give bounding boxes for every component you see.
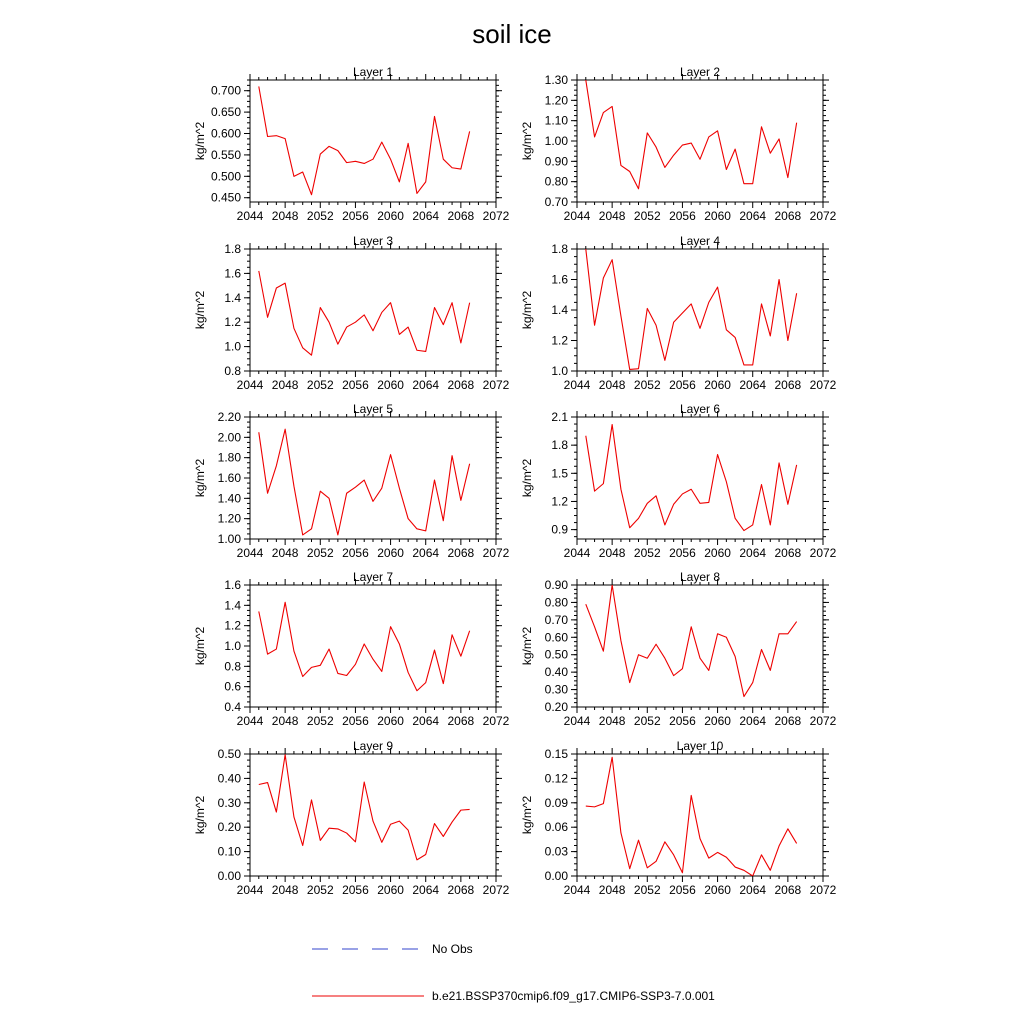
x-tick-label: 2052 xyxy=(306,209,334,223)
y-tick-label: 0.70 xyxy=(544,195,568,209)
legend xyxy=(312,942,715,1003)
x-tick-label: 2064 xyxy=(412,209,440,223)
plot-frame xyxy=(250,80,496,202)
x-tick-label: 2044 xyxy=(236,546,264,560)
y-tick-label: 1.40 xyxy=(217,491,241,506)
x-tick-label: 2052 xyxy=(306,714,334,728)
x-tick-label: 2064 xyxy=(739,209,767,223)
x-tick-label: 2048 xyxy=(271,378,299,392)
x-tick-label: 2060 xyxy=(377,209,404,223)
x-tick-label: 2068 xyxy=(774,378,802,392)
panel-layer-3 xyxy=(193,234,510,392)
y-tick-label: 0.10 xyxy=(217,844,241,859)
y-axis-label: kg/m^2 xyxy=(520,458,534,498)
panel-title: Layer 3 xyxy=(352,234,394,248)
x-tick-label: 2068 xyxy=(774,714,802,728)
y-tick-label: 0.12 xyxy=(544,771,568,786)
x-tick-label: 2056 xyxy=(669,378,696,392)
x-tick-label: 2052 xyxy=(306,883,334,897)
y-tick-label: 0.450 xyxy=(210,190,241,205)
x-tick-label: 2060 xyxy=(704,546,731,560)
y-tick-label: 0.50 xyxy=(217,747,241,761)
y-axis-label: kg/m^2 xyxy=(520,626,534,666)
plot-frame xyxy=(250,249,496,371)
figure-title: soil ice xyxy=(472,19,552,49)
x-tick-label: 2064 xyxy=(412,546,440,560)
x-tick-label: 2072 xyxy=(482,378,510,392)
x-tick-label: 2072 xyxy=(482,546,510,560)
plot-frame xyxy=(250,585,496,707)
x-tick-label: 2056 xyxy=(342,546,369,560)
x-tick-label: 2068 xyxy=(447,546,475,560)
x-tick-label: 2052 xyxy=(633,883,661,897)
y-tick-label: 0.550 xyxy=(210,147,241,162)
y-axis-label: kg/m^2 xyxy=(193,121,207,161)
x-tick-label: 2048 xyxy=(271,883,299,897)
panel-layer-5 xyxy=(193,402,510,560)
y-tick-label: 0.06 xyxy=(544,820,568,835)
panel-title: Layer 6 xyxy=(679,402,721,416)
y-tick-label: 0.8 xyxy=(224,364,241,378)
x-tick-label: 2044 xyxy=(236,209,264,223)
x-tick-label: 2056 xyxy=(342,883,369,897)
y-tick-label: 0.90 xyxy=(544,154,568,169)
y-tick-label: 0.650 xyxy=(210,105,241,120)
y-tick-label: 0.30 xyxy=(544,682,568,697)
x-tick-label: 2064 xyxy=(739,546,767,560)
panel-title: Layer 10 xyxy=(676,739,724,753)
x-tick-label: 2060 xyxy=(704,883,731,897)
series-line xyxy=(259,271,470,355)
panel-layer-8 xyxy=(520,570,837,728)
x-tick-label: 2052 xyxy=(633,209,661,223)
x-tick-label: 2056 xyxy=(342,209,369,223)
x-tick-label: 2064 xyxy=(739,883,767,897)
panel-title: Layer 7 xyxy=(352,570,394,584)
x-tick-label: 2068 xyxy=(447,714,475,728)
series-line xyxy=(586,80,797,189)
x-tick-label: 2048 xyxy=(598,883,626,897)
x-tick-label: 2056 xyxy=(669,546,696,560)
x-tick-label: 2056 xyxy=(669,714,696,728)
y-tick-label: 1.30 xyxy=(544,73,568,87)
y-tick-label: 1.6 xyxy=(224,266,241,281)
x-tick-label: 2052 xyxy=(633,378,661,392)
x-tick-label: 2060 xyxy=(377,714,404,728)
x-tick-label: 2064 xyxy=(412,714,440,728)
x-tick-label: 2072 xyxy=(809,546,837,560)
y-tick-label: 0.9 xyxy=(551,522,568,537)
plot-frame xyxy=(577,249,823,371)
series-line xyxy=(259,755,470,860)
y-tick-label: 1.8 xyxy=(551,438,568,453)
plot-frame xyxy=(577,585,823,707)
x-tick-label: 2044 xyxy=(563,378,591,392)
y-tick-label: 0.30 xyxy=(217,795,241,810)
y-tick-label: 1.00 xyxy=(217,532,241,546)
series-line xyxy=(586,757,797,876)
y-axis-label: kg/m^2 xyxy=(193,290,207,330)
panel-layer-4 xyxy=(520,234,837,392)
y-tick-label: 1.6 xyxy=(224,578,241,592)
x-tick-label: 2056 xyxy=(342,378,369,392)
y-axis-label: kg/m^2 xyxy=(193,626,207,666)
y-tick-label: 0.09 xyxy=(544,795,568,810)
x-tick-label: 2052 xyxy=(306,378,334,392)
x-tick-label: 2068 xyxy=(774,883,802,897)
x-tick-label: 2044 xyxy=(236,714,264,728)
y-tick-label: 1.2 xyxy=(224,618,241,633)
y-tick-label: 1.60 xyxy=(217,471,241,485)
y-tick-label: 1.4 xyxy=(551,303,568,317)
y-tick-label: 1.10 xyxy=(544,113,568,128)
panel-layer-6 xyxy=(520,402,837,560)
panel-title: Layer 9 xyxy=(352,739,394,753)
y-tick-label: 0.8 xyxy=(224,659,241,674)
y-tick-label: 0.80 xyxy=(544,174,568,189)
x-tick-label: 2064 xyxy=(739,378,767,392)
panels xyxy=(193,65,837,897)
y-tick-label: 0.40 xyxy=(217,771,241,786)
x-tick-label: 2068 xyxy=(774,209,802,223)
x-tick-label: 2052 xyxy=(306,546,334,560)
y-axis-label: kg/m^2 xyxy=(193,458,207,498)
x-tick-label: 2048 xyxy=(271,546,299,560)
x-tick-label: 2064 xyxy=(412,378,440,392)
x-tick-label: 2048 xyxy=(598,209,626,223)
y-tick-label: 0.90 xyxy=(544,578,568,592)
x-tick-label: 2060 xyxy=(377,883,404,897)
x-tick-label: 2048 xyxy=(271,209,299,223)
y-tick-label: 2.00 xyxy=(217,430,241,445)
y-tick-label: 0.600 xyxy=(210,126,241,141)
plot-frame xyxy=(250,417,496,539)
panel-layer-7 xyxy=(193,570,510,728)
y-tick-label: 0.20 xyxy=(217,820,241,835)
y-tick-label: 1.00 xyxy=(544,134,568,148)
y-tick-label: 1.6 xyxy=(551,272,568,287)
y-tick-label: 0.6 xyxy=(224,679,241,694)
panel-title: Layer 1 xyxy=(352,65,394,79)
y-tick-label: 0.70 xyxy=(544,612,568,627)
y-tick-label: 1.8 xyxy=(551,242,568,256)
y-tick-label: 1.20 xyxy=(544,93,568,108)
y-tick-label: 0.03 xyxy=(544,844,568,859)
x-tick-label: 2072 xyxy=(809,378,837,392)
y-tick-label: 0.00 xyxy=(217,869,241,883)
series-line xyxy=(259,429,470,535)
series-line xyxy=(259,86,470,194)
panel-title: Layer 5 xyxy=(352,402,394,416)
x-tick-label: 2060 xyxy=(377,546,404,560)
y-tick-label: 1.4 xyxy=(224,290,241,305)
x-tick-label: 2064 xyxy=(412,883,440,897)
y-axis-label: kg/m^2 xyxy=(520,795,534,835)
x-tick-label: 2044 xyxy=(563,714,591,728)
x-tick-label: 2068 xyxy=(447,209,475,223)
x-tick-label: 2060 xyxy=(704,378,731,392)
y-axis-label: kg/m^2 xyxy=(520,290,534,330)
x-tick-label: 2048 xyxy=(598,378,626,392)
x-tick-label: 2068 xyxy=(447,378,475,392)
y-tick-label: 1.4 xyxy=(224,598,241,613)
y-tick-label: 1.8 xyxy=(224,242,241,256)
x-tick-label: 2072 xyxy=(482,883,510,897)
series-line xyxy=(586,585,797,697)
x-tick-label: 2072 xyxy=(809,209,837,223)
y-tick-label: 1.80 xyxy=(217,450,241,465)
x-tick-label: 2048 xyxy=(598,714,626,728)
x-tick-label: 2048 xyxy=(598,546,626,560)
x-tick-label: 2052 xyxy=(633,714,661,728)
y-tick-label: 0.700 xyxy=(210,83,241,98)
x-tick-label: 2068 xyxy=(774,546,802,560)
series-line xyxy=(259,602,470,690)
x-tick-label: 2068 xyxy=(447,883,475,897)
x-tick-label: 2044 xyxy=(236,883,264,897)
y-tick-label: 0.40 xyxy=(544,665,568,680)
x-tick-label: 2044 xyxy=(236,378,264,392)
panel-layer-2 xyxy=(520,65,837,223)
x-tick-label: 2044 xyxy=(563,883,591,897)
plot-frame xyxy=(577,80,823,202)
y-tick-label: 1.20 xyxy=(217,511,241,526)
x-tick-label: 2060 xyxy=(704,714,731,728)
y-tick-label: 2.1 xyxy=(551,410,568,424)
x-tick-label: 2044 xyxy=(563,209,591,223)
x-tick-label: 2052 xyxy=(633,546,661,560)
y-tick-label: 1.2 xyxy=(224,315,241,330)
y-tick-label: 0.20 xyxy=(544,700,568,714)
y-axis-label: kg/m^2 xyxy=(520,121,534,161)
x-tick-label: 2048 xyxy=(271,714,299,728)
y-tick-label: 1.5 xyxy=(551,466,568,481)
y-tick-label: 0.50 xyxy=(544,647,568,662)
x-tick-label: 2044 xyxy=(563,546,591,560)
x-tick-label: 2056 xyxy=(669,209,696,223)
x-tick-label: 2064 xyxy=(739,714,767,728)
x-tick-label: 2056 xyxy=(342,714,369,728)
series-line xyxy=(586,249,797,369)
panel-title: Layer 2 xyxy=(679,65,721,79)
y-tick-label: 0.00 xyxy=(544,869,568,883)
y-tick-label: 1.0 xyxy=(224,639,241,653)
panel-title: Layer 4 xyxy=(679,234,721,248)
x-tick-label: 2072 xyxy=(809,714,837,728)
y-tick-label: 0.80 xyxy=(544,595,568,610)
y-tick-label: 1.0 xyxy=(551,364,568,378)
panel-layer-10 xyxy=(520,739,837,897)
x-tick-label: 2056 xyxy=(669,883,696,897)
panel-layer-9 xyxy=(193,739,510,897)
x-tick-label: 2072 xyxy=(482,209,510,223)
y-tick-label: 2.20 xyxy=(217,410,241,424)
plot-frame xyxy=(250,754,496,876)
y-tick-label: 1.0 xyxy=(224,339,241,354)
y-tick-label: 0.15 xyxy=(544,747,568,761)
panel-title: Layer 8 xyxy=(679,570,721,584)
y-tick-label: 1.2 xyxy=(551,333,568,348)
y-tick-label: 1.2 xyxy=(551,494,568,509)
panel-layer-1 xyxy=(193,65,510,223)
legend-label-2: b.e21.BSSP370cmip6.f09_g17.CMIP6-SSP3-7.0.001 xyxy=(432,989,715,1003)
x-tick-label: 2072 xyxy=(809,883,837,897)
series-line xyxy=(586,425,797,531)
x-tick-label: 2072 xyxy=(482,714,510,728)
y-tick-label: 0.60 xyxy=(544,630,568,645)
y-axis-label: kg/m^2 xyxy=(193,795,207,835)
y-tick-label: 0.500 xyxy=(210,169,241,184)
x-tick-label: 2060 xyxy=(377,378,404,392)
legend-label-1: No Obs xyxy=(432,942,473,956)
x-tick-label: 2060 xyxy=(704,209,731,223)
y-tick-label: 0.4 xyxy=(224,700,241,714)
